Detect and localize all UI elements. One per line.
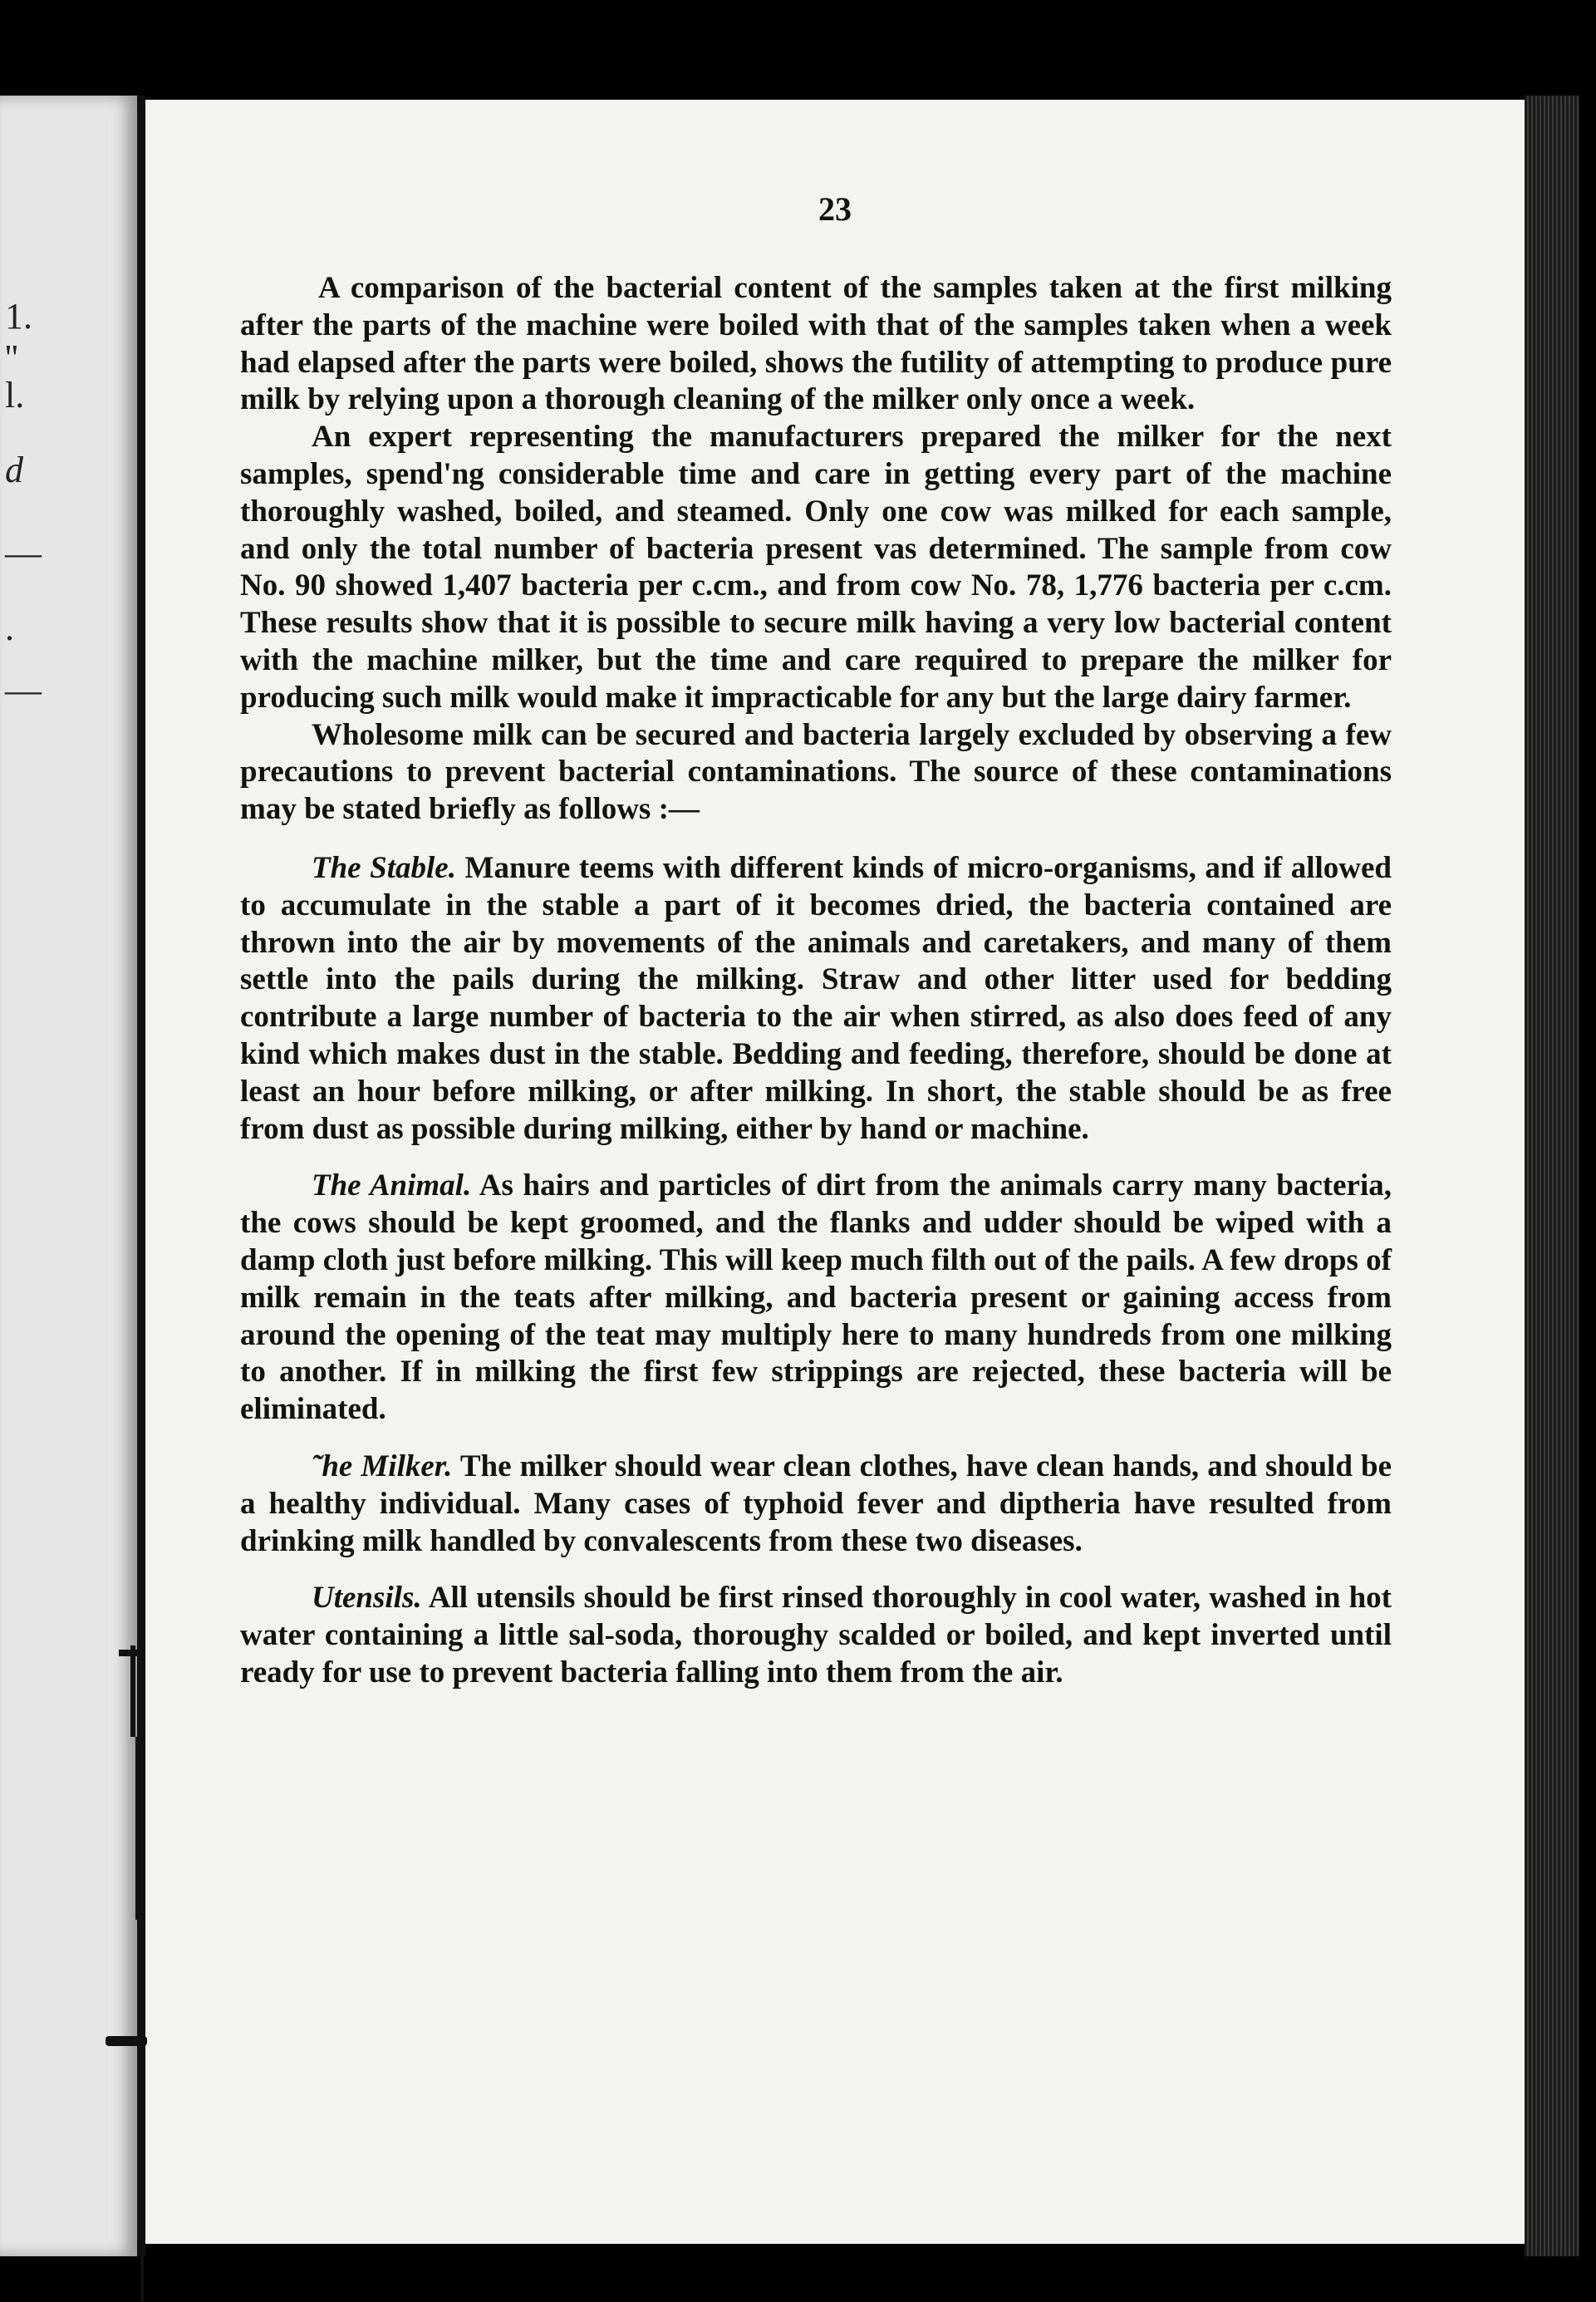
section-utensils: [240, 1580, 1392, 1691]
facing-page-fragment: d: [5, 450, 23, 490]
book-page: [145, 100, 1525, 2244]
page-body: [240, 270, 1392, 1692]
margin-mark: [106, 2036, 147, 2046]
paragraph: A comparison of the bacterial content of the samples taken at the first milking after the parts of the machine were boiled with that of the samples taken when a week had elapsed after the parts were boiled, shows the futility of attempting to produce pure milk by relying upon a thorough cleaning of the milker only once a week.: [240, 271, 1392, 417]
margin-mark: [140, 2053, 144, 2302]
paragraph: Wholesome milk can be secured and bacteria largely excluded by observing a few precautions to prevent bacterial contaminations. The source of these contaminations may be stated briefly as follows :—: [240, 717, 1392, 827]
page-edges: [1525, 96, 1579, 2256]
facing-page-fragment: l.: [5, 375, 25, 416]
facing-page-fragment: —: [5, 533, 42, 573]
section-title: The Stable.: [312, 850, 456, 885]
section-animal: [240, 1168, 1392, 1429]
section-milker: [240, 1449, 1392, 1560]
section-text: All utensils should be first rinsed thoroughly in cool water, washed in hot water containing a little sal-soda, thoroughy scalded or boiled, and kept inverted until ready for use to prevent bacteria falling into them from the air.: [240, 1581, 1392, 1690]
section-text: The milker should wear clean clothes, have clean hands, and should be a healthy individual. Many cases of typhoid fever and diptheria have resulted from drinking milk handled by convalescents from these two diseases.: [240, 1449, 1392, 1558]
paragraph: An expert representing the manufacturers prepared the milker for the next samples, spend'ng considerable time and care in getting every part of the machine thoroughly washed, boiled, and steamed. Only one cow was milked for each sample, and only the total number of bacteria present vas determined. The sample from cow No. 90 showed 1,407 bacteria per c.cm., and from cow No. 78, 1,776 bacteria per c.cm. These results show that it is possible to secure milk having a very low bacterial content with the machine milker, but the time and care required to prepare the milker for producing such milk would make it impracticable for any but the large dairy farmer.: [240, 420, 1392, 715]
section-title: The Animal.: [312, 1168, 472, 1203]
section-text: As hairs and particles of dirt from the animals carry many bacteria, the cows should be kept groomed, and the flanks and udder should be wiped with a damp cloth just before milking. This will keep much filth out of the pails. A few drops of milk remain in the teats after milking, and bacteria present or gaining access from around the opening of the teat may multiply here to many hundreds from one milking to another. If in milking the first few strippings are rejected, these bacteria will be eliminated.: [240, 1168, 1392, 1427]
facing-page-fragment: .: [5, 607, 14, 648]
section-text: Manure teems with different kinds of micro-organisms, and if allowed to accumulate in the stable a part of it becomes dried, the bacteria contained are thrown into the air by movements of the animals and caretakers, and many of them settle into the pails during the milking. Straw and other litter used for bedding contribute a large number of bacteria to the air when stirred, as also does feed of any kind which makes dust in the stable. Bedding and feeding, therefore, should be done at least an hour before milking, or after milking. In short, the stable should be as free from dust as possible during milking, either by hand or machine.: [240, 850, 1392, 1146]
facing-page: [0, 96, 137, 2256]
book-gutter: [137, 96, 145, 2256]
margin-mark: [130, 1645, 135, 1737]
section-stable: [240, 850, 1392, 1148]
margin-mark: [119, 1650, 144, 1656]
facing-page-fragment: '': [5, 337, 18, 378]
margin-mark: [135, 1737, 140, 1920]
facing-page-fragment: —: [5, 670, 42, 711]
facing-page-fragment: 1.: [5, 296, 32, 337]
page-number: 23: [818, 190, 852, 228]
section-title: ˜he Milker.: [312, 1449, 453, 1483]
section-title: Utensils.: [312, 1581, 422, 1616]
